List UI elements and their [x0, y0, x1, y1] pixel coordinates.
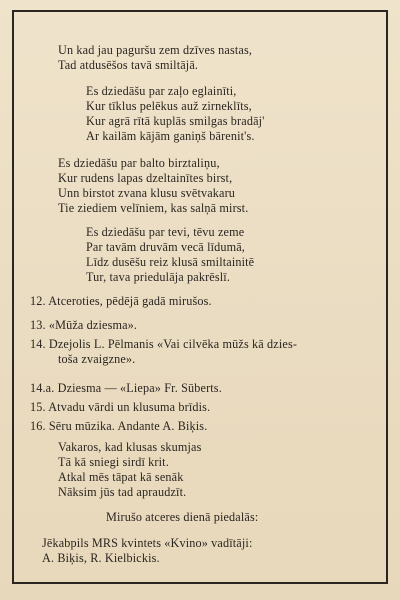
program-item-14: 14. Dzejolis L. Pēlmanis «Vai cilvēka mūžs kā dzies-: [30, 337, 298, 351]
poem-line: Tad atdusēšos tavā smiltājā.: [58, 58, 199, 72]
poem-line: Un kad jau paguršu zem dzīves nastas,: [58, 43, 253, 57]
program-item-12: 12. Atceroties, pēdējā gadā mirušos.: [30, 294, 212, 308]
closing-verse-line: Nāksim jūs tad apraudzīt.: [58, 485, 187, 499]
poem-line: Es dziedāšu par tevi, tēvu zeme: [86, 225, 245, 239]
closing-verse-line: Vakaros, kad klusas skumjas: [58, 440, 202, 454]
poem-line: Tur, tava priedulāja pakrēslī.: [86, 270, 231, 284]
poem-line: Es dziedāšu par zaļo eglainīti,: [86, 84, 237, 98]
poem-line: Ar kailām kājām ganiņš bārenit's.: [86, 129, 255, 143]
poem-line: Kur rudens lapas dzeltainītes birst,: [58, 171, 233, 185]
program-item-15: 15. Atvadu vārdi un klusuma brīdis.: [30, 400, 211, 414]
leaders-names: A. Biķis, R. Kielbickis.: [42, 551, 160, 565]
program-item-14-continued: toša zvaigzne».: [58, 352, 136, 366]
poem-line: Es dziedāšu par balto birztaliņu,: [58, 156, 220, 170]
closing-verse-line: Tā kā sniegi sirdī krit.: [58, 455, 169, 469]
program-item-14a: 14.a. Dziesma — «Liepa» Fr. Sūberts.: [30, 381, 222, 395]
participants-heading: Mirušo atceres dienā piedalās:: [106, 510, 259, 524]
page-border-top: [12, 10, 388, 12]
poem-line: Unn birstot zvana klusu svētvakaru: [58, 186, 236, 200]
leaders-line: Jēkabpils MRS kvintets «Kvino» vadītāji:: [42, 536, 253, 550]
poem-line: Par tavām druvām vecā līdumā,: [86, 240, 246, 254]
poem-line: Kur tīklus pelēkus auž zirneklīts,: [86, 99, 252, 113]
poem-line: Līdz dusēšu reiz klusā smiltainitē: [86, 255, 255, 269]
closing-verse-line: Atkal mēs tāpat kā senāk: [58, 470, 184, 484]
poem-line: Kur agrā rītā kuplās smilgas bradāj': [86, 114, 265, 128]
program-item-13: 13. «Mūža dziesma».: [30, 318, 138, 332]
poem-line: Tie ziediem velīniem, kas salņā mirst.: [58, 201, 249, 215]
program-item-16: 16. Sēru mūzika. Andante A. Biķis.: [30, 419, 208, 433]
